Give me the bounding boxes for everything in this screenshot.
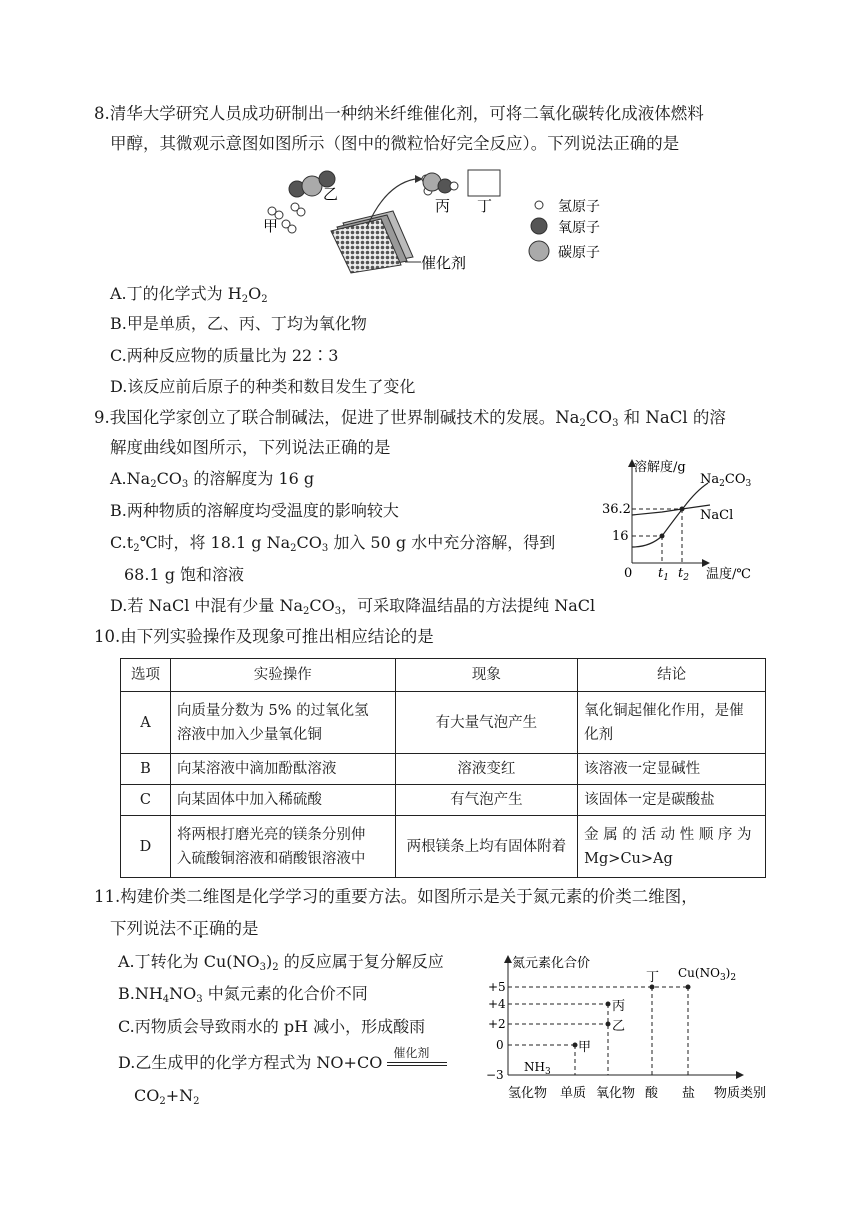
- row-option: C: [121, 785, 171, 816]
- header-operation: 实验操作: [170, 659, 395, 692]
- q11-option-b[interactable]: $B.NH_4NO_3$ 中氮元素的化合价不同: [118, 984, 368, 1005]
- point-ding: [650, 985, 655, 990]
- row-phenomenon: 有气泡产生: [395, 785, 578, 816]
- row-phenomenon: 溶液变红: [395, 754, 578, 785]
- table-row: [121, 816, 766, 878]
- q11-option-c[interactable]: C.丙物质会导致雨水的 pH 减小，形成酸雨: [118, 1017, 426, 1036]
- x-cat: 单质: [560, 1086, 587, 1101]
- row-conclusion: 该溶液一定显碱性: [578, 754, 766, 785]
- label-catalyst: 催化剂: [421, 254, 467, 272]
- q11-stem-line1: 11.构建价类二维图是化学学习的重要方法。如图所示是关于氮元素的价类二维图，: [94, 887, 698, 906]
- series-nacl-curve: [632, 505, 710, 515]
- q11-option-d[interactable]: D.乙生成甲的化学方程式为 NO+CO 催化剂: [118, 1052, 449, 1074]
- label-jia: 甲: [578, 1040, 592, 1055]
- table-row: [121, 785, 766, 816]
- label-yi: 乙: [323, 185, 339, 203]
- legend-oxygen: 氧原子: [558, 220, 600, 236]
- point-bing: [606, 1002, 611, 1007]
- y-tick: +5: [488, 980, 506, 994]
- x-cat: 酸: [645, 1086, 659, 1101]
- hydrogen-atom-legend: [535, 201, 543, 209]
- header-conclusion: 结论: [578, 659, 766, 692]
- row-option: A: [121, 692, 171, 754]
- row-conclusion: 该固体一定是碳酸盐: [578, 785, 766, 816]
- row-phenomenon: 有大量气泡产生: [395, 692, 578, 754]
- series-nacl-label: NaCl: [700, 508, 734, 523]
- label-bing: 丙: [435, 197, 451, 215]
- row-option: D: [121, 816, 171, 878]
- q8-stem-line1: 8.清华大学研究人员成功研制出一种纳米纤维催化剂，可将二氧化碳转化成液体燃料: [94, 104, 704, 123]
- row-conclusion: 金 属 的 活 动 性 顺 序 为 Mg>Cu>Ag: [578, 816, 766, 878]
- origin-label: 0: [624, 566, 633, 581]
- x-cat: 氢化物: [508, 1086, 548, 1101]
- series-na2co3-label: $Na_2CO_3$: [700, 472, 752, 489]
- catalyst-plate: [331, 211, 413, 273]
- q11-stem-line2: 下列说法不正确的是: [110, 919, 259, 938]
- y-tick: +2: [488, 1017, 506, 1031]
- x-cat: 盐: [682, 1086, 696, 1101]
- x-tick-t2: $t_2$: [678, 566, 689, 583]
- emphasis-not-correct: 不正确: [176, 919, 226, 938]
- q9-stem-line2: 解度曲线如图所示，下列说法正确的是: [110, 438, 391, 457]
- point-yi: [606, 1022, 611, 1027]
- y-tick: +4: [488, 997, 506, 1011]
- label-nh3: $NH_3$: [524, 1060, 551, 1077]
- series-na2co3-curve: [632, 483, 708, 547]
- oxygen-atom-legend: [531, 218, 547, 234]
- point-cu-nitrate: [686, 985, 691, 990]
- q8-option-d[interactable]: D.该反应前后原子的种类和数目发生了变化: [110, 377, 416, 396]
- q8-option-a[interactable]: A.丁的化学式为 $H_2O_2$: [110, 284, 268, 305]
- q8-micro-figure: [255, 165, 635, 275]
- q9-option-a[interactable]: $A.Na_2CO_3$ 的溶解度为 16 g: [110, 469, 315, 490]
- x-axis-label: 物质类别: [714, 1086, 767, 1101]
- label-jia: 甲: [263, 217, 279, 235]
- row-phenomenon: 两根镁条上均有固体附着: [395, 816, 578, 878]
- y-tick-36-2: 36.2: [602, 502, 631, 517]
- solubility-graph: [598, 455, 768, 585]
- row-conclusion: 氧化铜起催化作用，是催 化剂: [578, 692, 766, 754]
- q9-stem-line1: 9.我国化学家创立了联合制碱法，促进了世界制碱技术的发展。$Na_2CO_3$ 和 NaCl 的溶: [94, 408, 726, 429]
- row-option: B: [121, 754, 171, 785]
- row-operation: 将两根打磨光亮的镁条分别伸 入硫酸铜溶液和硝酸银溶液中: [170, 816, 395, 878]
- nitrogen-valence-graph: [478, 955, 778, 1115]
- row-operation: 向某固体中加入稀硫酸: [170, 785, 395, 816]
- y-axis-label: 氮元素化合价: [512, 956, 591, 971]
- legend-carbon: 碳原子: [558, 245, 600, 261]
- label-cu-nitrate: $Cu(NO_3)_2$: [678, 966, 737, 983]
- x-tick-t1: $t_1$: [658, 566, 669, 583]
- q8-option-b[interactable]: B.甲是单质，乙、丙、丁均为氧化物: [110, 314, 367, 333]
- label-ding: 丁: [477, 197, 493, 215]
- table-row: [121, 692, 766, 754]
- ding-box: [468, 170, 500, 196]
- label-ding: 丁: [646, 970, 660, 985]
- point-jia: [573, 1043, 578, 1048]
- y-axis-label: 溶解度/g: [634, 460, 686, 475]
- q10-stem: 10.由下列实验操作及现象可推出相应结论的是: [94, 627, 434, 646]
- y-tick: −3: [486, 1068, 504, 1082]
- q9-option-c[interactable]: $C.t_2℃$时，将 18.1 g $Na_2CO_3$ 加入 50 g 水中充分溶解，得到: [110, 533, 556, 554]
- label-yi: 乙: [612, 1019, 626, 1034]
- legend-hydrogen: 氢原子: [558, 199, 600, 215]
- experiment-table: [120, 658, 766, 878]
- q8-option-c[interactable]: C.两种反应物的质量比为 22∶3: [110, 346, 339, 365]
- q9-option-b[interactable]: B.两种物质的溶解度均受温度的影响较大: [110, 501, 399, 520]
- table-row: [121, 754, 766, 785]
- header-phenomenon: 现象: [395, 659, 578, 692]
- q9-option-c-line2: 68.1 g 饱和溶液: [124, 565, 245, 584]
- row-operation: 向质量分数为 5% 的过氧化氢 溶液中加入少量氧化铜: [170, 692, 395, 754]
- row-operation: 向某溶液中滴加酚酞溶液: [170, 754, 395, 785]
- y-tick-16: 16: [612, 529, 629, 544]
- q8-stem-line2: 甲醇，其微观示意图如图所示（图中的微粒恰好完全反应）。下列说法正确的是: [110, 134, 680, 153]
- label-bing: 丙: [612, 999, 626, 1014]
- y-tick: 0: [496, 1038, 504, 1052]
- q11-option-d-line2: $CO_2+N_2$: [134, 1086, 200, 1107]
- header-option: 选项: [121, 659, 171, 692]
- q11-option-a[interactable]: A.丁转化为 $Cu(NO_3)_2$ 的反应属于复分解反应: [118, 952, 444, 973]
- carbon-atom-legend: [529, 241, 549, 261]
- x-cat: 氧化物: [596, 1086, 636, 1101]
- table-header-row: [121, 659, 766, 692]
- x-axis-label: 温度/℃: [706, 567, 751, 582]
- q9-option-d[interactable]: D.若 NaCl 中混有少量 $Na_2CO_3$，可采取降温结晶的方法提纯 NaCl: [110, 596, 596, 617]
